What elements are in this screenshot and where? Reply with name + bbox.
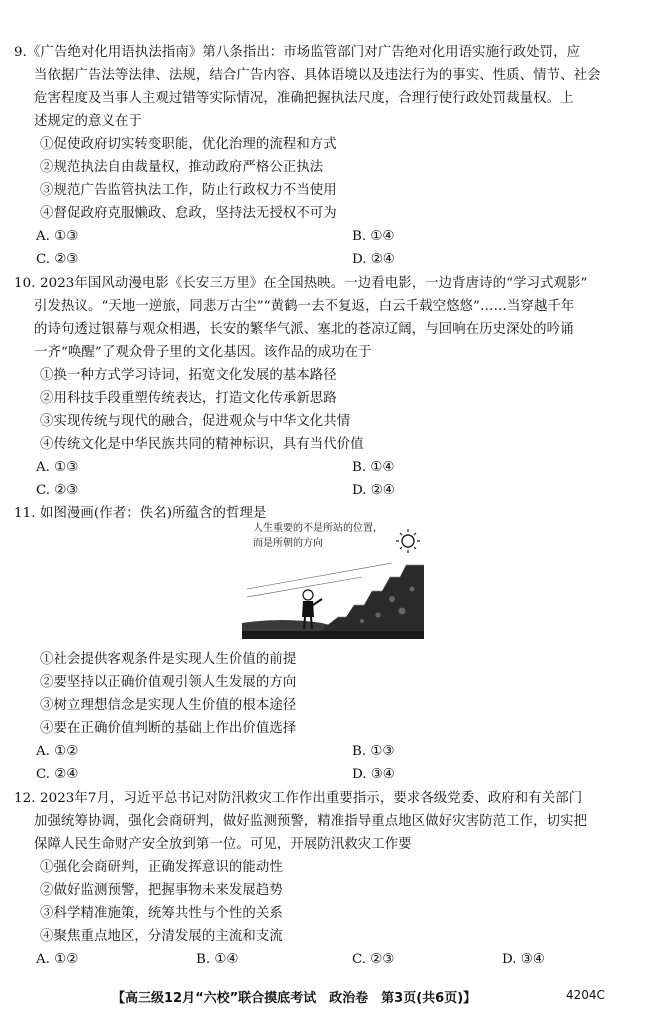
q12-item: ③科学精准施策，统筹共性与个性的关系 — [40, 906, 283, 921]
cartoon-caption-line: 而是所朝的方向 — [253, 538, 323, 549]
q10-option-a: A. ①③ — [36, 460, 79, 475]
q12-option-b: B. ①④ — [196, 952, 239, 967]
q12-stem-line: 加强统筹协调，强化会商研判，做好监测预警，精准指导重点地区做好灾害防范工作，切实把 — [34, 814, 588, 829]
q12-item: ②做好监测预警，把握事物未来发展趋势 — [40, 883, 283, 898]
q11-option-a: A. ①② — [36, 744, 79, 759]
q12-item: ④聚焦重点地区，分清发展的主流和支流 — [40, 929, 283, 944]
q10-stem-line: 的诗句透过银幕与观众相遇，长安的繁华气派、塞北的苍凉辽阔，与回响在历史深处的吟诵 — [34, 322, 574, 337]
q9-option-c: C. ②③ — [36, 252, 79, 267]
q11-item: ②要坚持以正确价值观引领人生发展的方向 — [40, 675, 297, 690]
q12-stem-line: 保障人民生命财产安全放到第一位。可见，开展防汛救灾工作要 — [34, 837, 412, 852]
q12-option-a: A. ①② — [36, 952, 79, 967]
q9-item: ①促使政府切实转变职能，优化治理的流程和方式 — [40, 137, 337, 152]
q9-item: ④督促政府克服懒政、怠政，坚持法无授权不可为 — [40, 206, 337, 221]
q10-stem-line: 一齐“唤醒”了观众骨子里的文化基因。该作品的成功在于 — [34, 345, 372, 360]
q11-option-d: D. ③④ — [352, 767, 395, 782]
q9-item: ②规范执法自由裁量权，推动政府严格公正执法 — [40, 160, 324, 175]
q9-option-d: D. ②④ — [352, 252, 395, 267]
q12-option-d: D. ③④ — [502, 952, 545, 967]
paper-code: 4204C — [566, 988, 605, 1002]
page-footer: 【高三级12月“六校”联合摸底考试 政治卷 第3页(共6页)】 — [112, 991, 477, 1006]
q11-item: ③树立理想信念是实现人生价值的根本途径 — [40, 698, 297, 713]
q10-option-c: C. ②③ — [36, 483, 79, 498]
q12-option-c: C. ②③ — [352, 952, 395, 967]
q10-item: ①换一种方式学习诗词，拓宽文化发展的基本路径 — [40, 368, 337, 383]
q9-option-b: B. ①④ — [352, 229, 395, 244]
q9-stem-line: 当依据广告法等法律、法规，结合广告内容、具体语境以及违法行为的事实、性质、情节、社会 — [34, 68, 601, 83]
q10-item: ②用科技手段重塑传统表达，打造文化传承新思路 — [40, 391, 337, 406]
q12-item: ①强化会商研判，正确发挥意识的能动性 — [40, 860, 283, 875]
q11-option-c: C. ②④ — [36, 767, 79, 782]
q12-stem-line: 12. 2023年7月，习近平总书记对防汛救灾工作作出重要指示，要求各级党委、政府和有关部门 — [14, 791, 583, 806]
q11-stem-line: 11. 如图漫画(作者：佚名)所蕴含的哲理是 — [14, 506, 267, 521]
q9-item: ③规范广告监管执法工作，防止行政权力不当使用 — [40, 183, 337, 198]
q9-stem-line: 述规定的意义在于 — [34, 114, 142, 129]
sun-icon — [396, 529, 420, 553]
q9-option-a: A. ①③ — [36, 229, 79, 244]
q10-stem-line: 10. 2023年国风动漫电影《长安三万里》在全国热映。一边看电影，一边背唐诗的“学习式观影” — [14, 276, 588, 291]
q10-item: ③实现传统与现代的融合，促进观众与中华文化共情 — [40, 414, 351, 429]
cartoon-caption-line: 人生重要的不是所站的位置， — [253, 523, 383, 534]
q9-stem-line: 9.《广告绝对化用语执法指南》第八条指出：市场监管部门对广告绝对化用语实施行政处罚，应 — [14, 45, 581, 60]
q11-option-b: B. ①③ — [352, 744, 395, 759]
q11-item: ①社会提供客观条件是实现人生价值的前提 — [40, 652, 297, 667]
q10-stem-line: 引发热议。“天地一逆旅，同悲万古尘”“黄鹤一去不复返，白云千载空悠悠”……当穿越千年 — [34, 299, 575, 314]
q11-item: ④要在正确价值判断的基础上作出价值选择 — [40, 721, 297, 736]
cartoon-illustration — [242, 519, 424, 639]
q10-option-d: D. ②④ — [352, 483, 395, 498]
q9-stem-line: 危害程度及当事人主观过错等实际情况，准确把握执法尺度，合理行使行政处罚裁量权。上 — [34, 91, 574, 106]
q10-option-b: B. ①④ — [352, 460, 395, 475]
q10-item: ④传统文化是中华民族共同的精神标识，具有当代价值 — [40, 437, 364, 452]
